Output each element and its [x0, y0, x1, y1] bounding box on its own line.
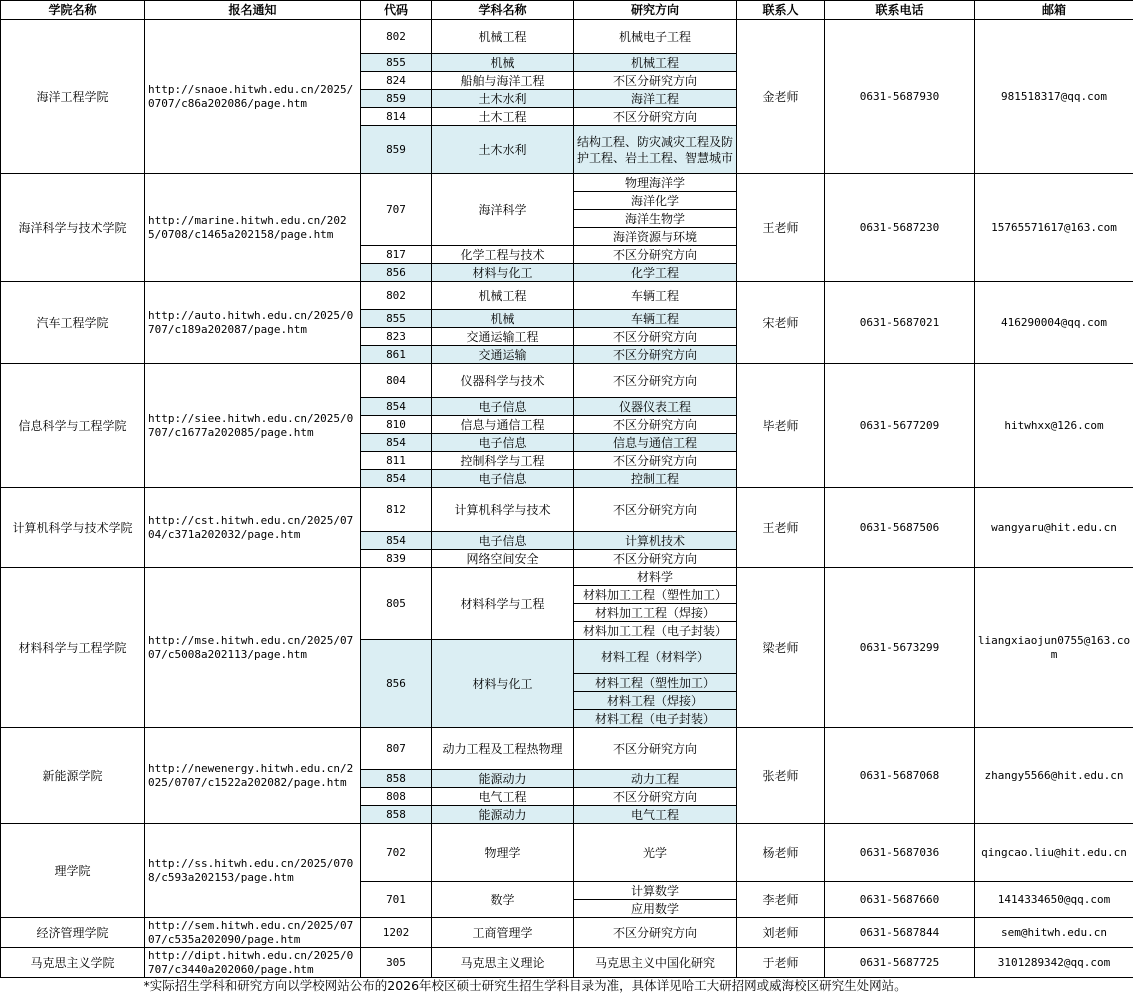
subject-name: 材料与化工 — [432, 640, 574, 728]
subject-code: 858 — [361, 806, 432, 824]
subject-code: 814 — [361, 108, 432, 126]
subject-code: 859 — [361, 90, 432, 108]
contact-email[interactable]: sem@hitwh.edu.cn — [975, 918, 1133, 948]
subject-name: 机械 — [432, 310, 574, 328]
contact-person: 李老师 — [737, 882, 825, 918]
table-row — [1, 488, 1133, 532]
table-row — [1, 282, 1133, 310]
footnote: *实际招生学科和研究方向以学校网站公布的2026年校区硕士研究生招生学科目录为准，具体详见哈工大研招网或威海校区研究生处网站。 — [143, 978, 907, 993]
contact-phone: 0631-5677209 — [825, 364, 975, 488]
research-direction: 机械工程 — [574, 54, 737, 72]
subject-name: 土木水利 — [432, 90, 574, 108]
contact-phone: 0631-5687930 — [825, 20, 975, 174]
subject-name: 能源动力 — [432, 806, 574, 824]
notice-link[interactable]: http://sem.hitwh.edu.cn/2025/0707/c535a202090/page.htm — [145, 918, 361, 948]
subject-name: 电子信息 — [432, 398, 574, 416]
notice-link[interactable]: http://dipt.hitwh.edu.cn/2025/0707/c3440a202060/page.htm — [145, 948, 361, 978]
contact-phone: 0631-5687021 — [825, 282, 975, 364]
notice-link[interactable]: http://cst.hitwh.edu.cn/2025/0704/c371a202032/page.htm — [145, 488, 361, 568]
college-name: 材料科学与工程学院 — [1, 568, 145, 728]
research-direction: 不区分研究方向 — [574, 728, 737, 770]
research-direction: 仪器仪表工程 — [574, 398, 737, 416]
notice-link[interactable]: http://newenergy.hitwh.edu.cn/2025/0707/c1522a202082/page.htm — [145, 728, 361, 824]
research-direction: 光学 — [574, 824, 737, 882]
subject-name: 材料科学与工程 — [432, 568, 574, 640]
subject-code: 701 — [361, 882, 432, 918]
subject-code: 811 — [361, 452, 432, 470]
contact-person: 金老师 — [737, 20, 825, 174]
research-direction: 马克思主义中国化研究 — [574, 948, 737, 978]
subject-code: 839 — [361, 550, 432, 568]
subject-name: 土木水利 — [432, 126, 574, 174]
research-direction: 海洋资源与环境 — [574, 228, 737, 246]
research-direction: 材料工程（电子封装） — [574, 710, 737, 728]
header-notice: 报名通知 — [145, 1, 361, 20]
notice-link[interactable]: http://snaoe.hitwh.edu.cn/2025/0707/c86a202086/page.htm — [145, 20, 361, 174]
subject-code: 804 — [361, 364, 432, 398]
research-direction: 不区分研究方向 — [574, 550, 737, 568]
contact-email[interactable]: qingcao.liu@hit.edu.cn — [975, 824, 1133, 882]
header-contact: 联系人 — [737, 1, 825, 20]
table-row — [1, 948, 1133, 978]
contact-phone: 0631-5687660 — [825, 882, 975, 918]
subject-name: 化学工程与技术 — [432, 246, 574, 264]
research-direction: 海洋生物学 — [574, 210, 737, 228]
contact-person: 杨老师 — [737, 824, 825, 882]
subject-code: 859 — [361, 126, 432, 174]
research-direction: 不区分研究方向 — [574, 328, 737, 346]
contact-person: 梁老师 — [737, 568, 825, 728]
notice-link[interactable]: http://ss.hitwh.edu.cn/2025/0708/c593a202153/page.htm — [145, 824, 361, 918]
research-direction: 材料工程（塑性加工） — [574, 674, 737, 692]
subject-code: 861 — [361, 346, 432, 364]
subject-code: 810 — [361, 416, 432, 434]
research-direction: 计算数学 — [574, 882, 737, 900]
subject-code: 854 — [361, 434, 432, 452]
college-name: 海洋科学与技术学院 — [1, 174, 145, 282]
contact-phone: 0631-5687036 — [825, 824, 975, 882]
header-code: 代码 — [361, 1, 432, 20]
research-direction: 计算机技术 — [574, 532, 737, 550]
research-direction: 不区分研究方向 — [574, 452, 737, 470]
subject-code: 802 — [361, 20, 432, 54]
subject-name: 网络空间安全 — [432, 550, 574, 568]
subject-name: 电子信息 — [432, 532, 574, 550]
college-name: 新能源学院 — [1, 728, 145, 824]
research-direction: 材料加工工程（电子封装） — [574, 622, 737, 640]
contact-phone: 0631-5687230 — [825, 174, 975, 282]
subject-code: 855 — [361, 54, 432, 72]
notice-link[interactable]: http://marine.hitwh.edu.cn/2025/0708/c1465a202158/page.htm — [145, 174, 361, 282]
subject-code: 702 — [361, 824, 432, 882]
table-row — [1, 824, 1133, 882]
research-direction: 机械电子工程 — [574, 20, 737, 54]
contact-phone: 0631-5687725 — [825, 948, 975, 978]
subject-code: 824 — [361, 72, 432, 90]
contact-person: 王老师 — [737, 174, 825, 282]
research-direction: 车辆工程 — [574, 282, 737, 310]
college-name: 经济管理学院 — [1, 918, 145, 948]
subject-name: 土木工程 — [432, 108, 574, 126]
research-direction: 车辆工程 — [574, 310, 737, 328]
table-row — [1, 174, 1133, 192]
subject-name: 机械 — [432, 54, 574, 72]
subject-name: 交通运输 — [432, 346, 574, 364]
research-direction: 结构工程、防灾减灾工程及防护工程、岩土工程、智慧城市 — [574, 126, 737, 174]
contact-phone: 0631-5687506 — [825, 488, 975, 568]
contact-phone: 0631-5687068 — [825, 728, 975, 824]
subject-code: 854 — [361, 470, 432, 488]
subject-name: 能源动力 — [432, 770, 574, 788]
subject-name: 机械工程 — [432, 20, 574, 54]
research-direction: 材料工程（焊接） — [574, 692, 737, 710]
research-direction: 不区分研究方向 — [574, 108, 737, 126]
subject-code: 808 — [361, 788, 432, 806]
subject-name: 海洋科学 — [432, 174, 574, 246]
college-name: 信息科学与工程学院 — [1, 364, 145, 488]
header-row — [1, 1, 1133, 20]
research-direction: 不区分研究方向 — [574, 788, 737, 806]
subject-code: 856 — [361, 264, 432, 282]
subject-code: 855 — [361, 310, 432, 328]
subject-code: 856 — [361, 640, 432, 728]
subject-name: 电子信息 — [432, 434, 574, 452]
research-direction: 材料学 — [574, 568, 737, 586]
header-college: 学院名称 — [1, 1, 145, 20]
subject-code: 805 — [361, 568, 432, 640]
research-direction: 动力工程 — [574, 770, 737, 788]
subject-code: 823 — [361, 328, 432, 346]
college-name: 计算机科学与技术学院 — [1, 488, 145, 568]
contact-person: 于老师 — [737, 948, 825, 978]
header-subject: 学科名称 — [432, 1, 574, 20]
subject-code: 817 — [361, 246, 432, 264]
contact-email[interactable]: 981518317@qq.com — [975, 20, 1133, 174]
table-row — [1, 364, 1133, 398]
contact-person: 王老师 — [737, 488, 825, 568]
subject-name: 机械工程 — [432, 282, 574, 310]
subject-code: 1202 — [361, 918, 432, 948]
subject-name: 交通运输工程 — [432, 328, 574, 346]
contact-email[interactable]: 15765571617@163.com — [975, 174, 1133, 282]
subject-code: 854 — [361, 398, 432, 416]
subject-name: 仪器科学与技术 — [432, 364, 574, 398]
college-name: 海洋工程学院 — [1, 20, 145, 174]
contact-email[interactable]: zhangy5566@hit.edu.cn — [975, 728, 1133, 824]
subject-code: 802 — [361, 282, 432, 310]
contact-person: 毕老师 — [737, 364, 825, 488]
subject-code: 707 — [361, 174, 432, 246]
subject-code: 858 — [361, 770, 432, 788]
research-direction: 不区分研究方向 — [574, 918, 737, 948]
footnote-row — [1, 978, 1133, 995]
contact-phone: 0631-5673299 — [825, 568, 975, 728]
header-direction: 研究方向 — [574, 1, 737, 20]
subject-code: 812 — [361, 488, 432, 532]
header-email: 邮箱 — [975, 1, 1133, 20]
subject-code: 807 — [361, 728, 432, 770]
subject-name: 船舶与海洋工程 — [432, 72, 574, 90]
research-direction: 不区分研究方向 — [574, 416, 737, 434]
subject-code: 305 — [361, 948, 432, 978]
subject-name: 物理学 — [432, 824, 574, 882]
research-direction: 海洋化学 — [574, 192, 737, 210]
research-direction: 信息与通信工程 — [574, 434, 737, 452]
table-row — [1, 728, 1133, 770]
research-direction: 材料加工工程（塑性加工） — [574, 586, 737, 604]
contact-email[interactable]: wangyaru@hit.edu.cn — [975, 488, 1133, 568]
notice-link[interactable]: http://auto.hitwh.edu.cn/2025/0707/c189a202087/page.htm — [145, 282, 361, 364]
research-direction: 物理海洋学 — [574, 174, 737, 192]
research-direction: 不区分研究方向 — [574, 488, 737, 532]
research-direction: 材料加工工程（焊接） — [574, 604, 737, 622]
contact-phone: 0631-5687844 — [825, 918, 975, 948]
research-direction: 不区分研究方向 — [574, 346, 737, 364]
research-direction: 控制工程 — [574, 470, 737, 488]
header-phone: 联系电话 — [825, 1, 975, 20]
subject-name: 材料与化工 — [432, 264, 574, 282]
college-name: 马克思主义学院 — [1, 948, 145, 978]
research-direction: 化学工程 — [574, 264, 737, 282]
subject-code: 854 — [361, 532, 432, 550]
contact-person: 宋老师 — [737, 282, 825, 364]
subject-name: 控制科学与工程 — [432, 452, 574, 470]
subject-name: 工商管理学 — [432, 918, 574, 948]
contact-person: 刘老师 — [737, 918, 825, 948]
subject-name: 数学 — [432, 882, 574, 918]
research-direction: 应用数学 — [574, 900, 737, 918]
subject-name: 马克思主义理论 — [432, 948, 574, 978]
table-row — [1, 568, 1133, 586]
subject-name: 计算机科学与技术 — [432, 488, 574, 532]
college-name: 理学院 — [1, 824, 145, 918]
research-direction: 不区分研究方向 — [574, 72, 737, 90]
research-direction: 电气工程 — [574, 806, 737, 824]
research-direction: 不区分研究方向 — [574, 364, 737, 398]
notice-link[interactable]: http://mse.hitwh.edu.cn/2025/0707/c5008a202113/page.htm — [145, 568, 361, 728]
research-direction: 不区分研究方向 — [574, 246, 737, 264]
research-direction: 材料工程（材料学） — [574, 640, 737, 674]
contact-email[interactable]: 3101289342@qq.com — [975, 948, 1133, 978]
subject-name: 动力工程及工程热物理 — [432, 728, 574, 770]
table-row — [1, 20, 1133, 54]
subject-name: 电子信息 — [432, 470, 574, 488]
contact-email[interactable]: 416290004@qq.com — [975, 282, 1133, 364]
subject-name: 电气工程 — [432, 788, 574, 806]
contact-email[interactable]: 1414334650@qq.com — [975, 882, 1133, 918]
notice-link[interactable]: http://siee.hitwh.edu.cn/2025/0707/c1677a202085/page.htm — [145, 364, 361, 488]
table-row — [1, 918, 1133, 948]
college-name: 汽车工程学院 — [1, 282, 145, 364]
contact-email[interactable]: liangxiaojun0755@163.com — [975, 568, 1133, 728]
contact-person: 张老师 — [737, 728, 825, 824]
subject-name: 信息与通信工程 — [432, 416, 574, 434]
contact-email[interactable]: hitwhxx@126.com — [975, 364, 1133, 488]
research-direction: 海洋工程 — [574, 90, 737, 108]
